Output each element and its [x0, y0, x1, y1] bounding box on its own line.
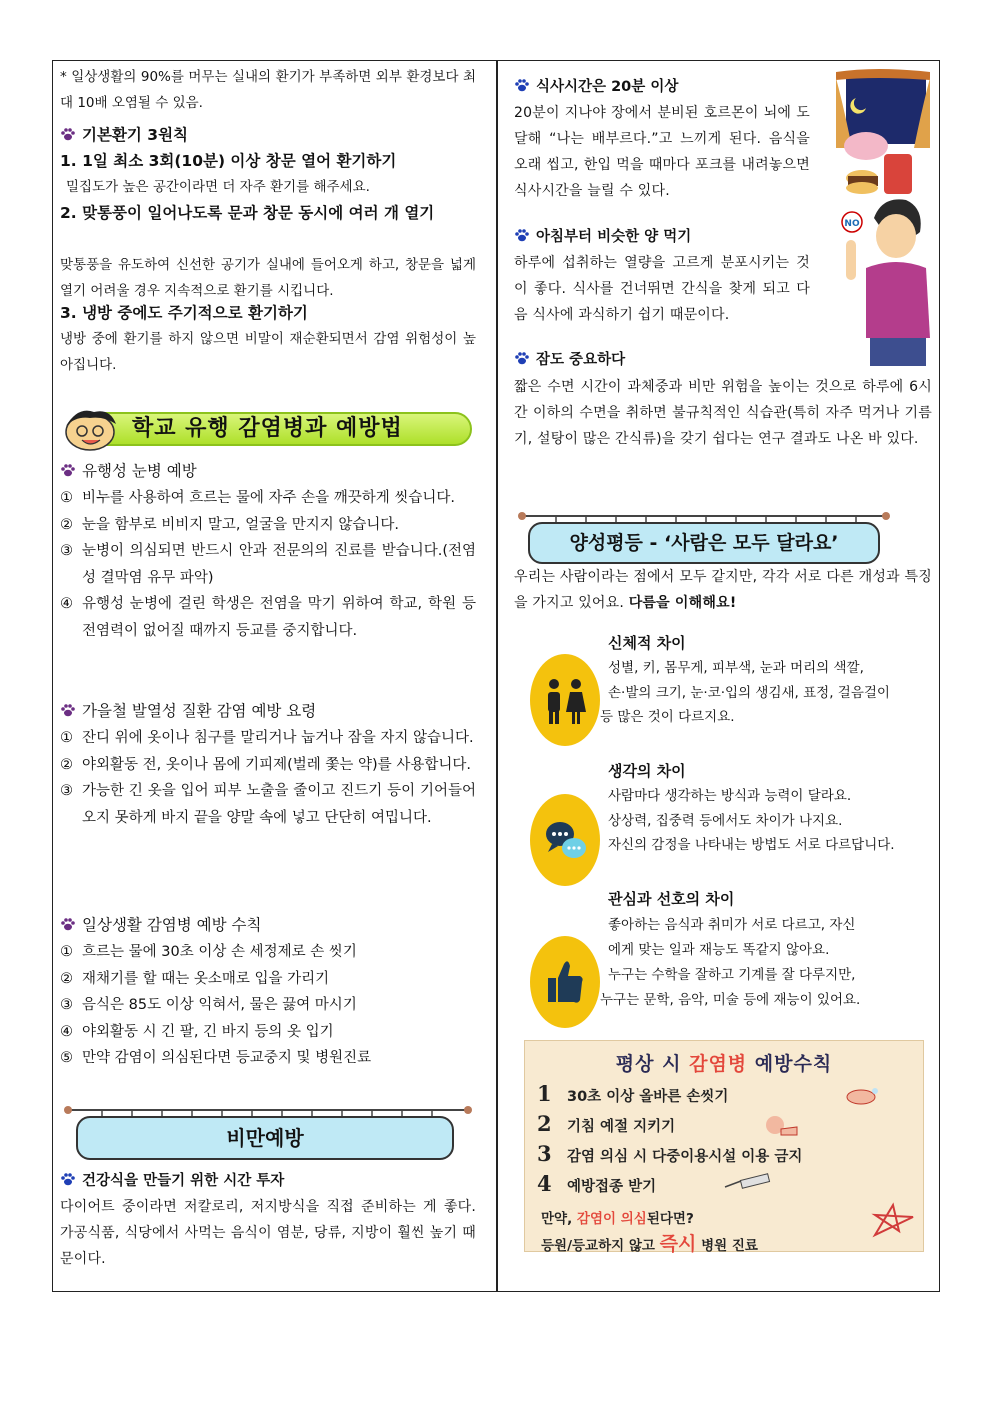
item-text: 음식은 85도 이상 익혀서, 물은 끓여 마시기 [82, 997, 357, 1013]
item-number: ⑤ [60, 1050, 73, 1066]
vent-item-2-title: 2. 맞통풍이 일어나도록 문과 창문 동시에 여러 개 열기 [60, 204, 435, 222]
rule-number: 2 [537, 1111, 552, 1136]
invest-heading-text: 건강식을 만들기 위한 시간 투자 [82, 1173, 285, 1189]
paw-icon [60, 703, 76, 717]
list-item [60, 591, 476, 644]
gender-intro [514, 564, 932, 616]
breakfast-text: 하루에 섭취하는 열량을 고르게 분포시키는 것이 좋다. 식사를 건너뛰면 간식을 찾게 되고 다음 식사에 과식하기 쉽기 때문이다. [514, 255, 810, 323]
item-text: 야외활동 전, 옷이나 몸에 기피제(벌레 쫓는 약)를 사용합니다. [82, 756, 471, 773]
vent-item-3-desc: 냉방 중에 환기를 하지 않으면 비말이 재순환되면서 감염 위험성이 높아집니다. [60, 331, 476, 373]
paw-icon [60, 917, 76, 931]
school-disease-banner [60, 406, 472, 450]
fever-heading-text: 가을철 발열성 질환 감염 예방 요령 [82, 702, 317, 720]
no-label: NO [844, 219, 860, 229]
rule-text: 예방접종 받기 [567, 1179, 657, 1195]
item-text: 만약 감염이 의심된다면 등교중지 및 병원진료 [82, 1050, 372, 1066]
list-item [60, 538, 476, 591]
poster-title-b: 예방수칙 [754, 1053, 833, 1075]
poster-rule [537, 1111, 675, 1136]
eye-heading [60, 458, 476, 484]
thinking-diff-lines [608, 784, 934, 858]
daily-heading-text: 일상생활 감염병 예방 수칙 [82, 916, 262, 934]
poster-title-red: 감염병 [689, 1053, 748, 1075]
fever-heading [60, 698, 476, 724]
vent-item-1-desc: 밀집도가 높은 공간이라면 더 자주 환기를 해주세요. [66, 179, 370, 195]
item-number: ② [60, 970, 73, 987]
rule-text: 30초 이상 올바른 손씻기 [567, 1089, 729, 1105]
ventilation-heading-text: 기본환기 3원칙 [82, 126, 189, 144]
list-item [60, 966, 476, 993]
poster-rule [537, 1081, 728, 1106]
item-text: 재채기를 할 때는 옷소매로 입을 가리기 [82, 970, 330, 987]
foot-a: 만약, [541, 1211, 573, 1227]
ventilation-heading [60, 122, 476, 148]
item-number: ③ [60, 543, 73, 559]
item-number: ① [60, 730, 73, 746]
diff-line: 상상력, 집중력 등에서도 차이가 나지요. [608, 812, 843, 829]
foot2-b: 병원 진료 [701, 1238, 758, 1254]
foot2-big: 즉시 [659, 1233, 697, 1255]
paw-icon [514, 351, 530, 365]
item-number: ② [60, 516, 73, 533]
gender-banner-title: 양성평등 - ‘사람은 모두 달라요’ [528, 522, 880, 564]
column-divider [496, 60, 498, 1292]
eye-list [60, 485, 476, 644]
item-number: ④ [60, 1023, 73, 1040]
thumbs-up-icon [530, 936, 600, 1028]
list-item [60, 485, 476, 512]
sleep-heading [514, 347, 934, 373]
item-number: ② [60, 756, 73, 773]
daily-list [60, 939, 476, 1072]
school-banner-title: 학교 유행 감염병과 예방법 [132, 416, 403, 441]
diff-line: 에게 맞는 일과 재능도 똑같지 않아요. [608, 942, 830, 958]
foot2-a: 등원/등교하지 않고 [541, 1238, 655, 1254]
paw-icon [60, 463, 76, 477]
poster-foot-action [541, 1229, 758, 1256]
rule-text: 감염 의심 시 다중이용시설 이용 금지 [567, 1149, 803, 1165]
diff-line: 등 많은 것이 다르지요. [600, 709, 735, 725]
kid-face-icon [60, 406, 126, 452]
list-item [60, 725, 476, 752]
paw-icon [60, 1172, 76, 1186]
diff-line: 누구는 수학을 잘하고 기계를 잘 다루지만, [608, 967, 856, 983]
poster-foot-question [541, 1207, 694, 1227]
thumbs-icon-circle [530, 936, 600, 1028]
rule-number: 1 [537, 1081, 552, 1106]
people-icon-circle [530, 654, 600, 746]
list-item [60, 752, 476, 779]
item-text: 야외활동 시 긴 팔, 긴 바지 등의 옷 입기 [82, 1023, 334, 1040]
diff-line: 누구는 문학, 음악, 미술 등에 재능이 있어요. [600, 992, 861, 1008]
breakfast-heading-text: 아침부터 비슷한 양 먹기 [536, 229, 692, 245]
eye-heading-text: 유행성 눈병 예방 [82, 462, 197, 480]
paw-icon [60, 127, 76, 141]
rule-number: 4 [537, 1171, 552, 1196]
obesity-banner-title: 비만예방 [76, 1116, 454, 1160]
list-item [60, 992, 476, 1019]
physical-diff-title: 신체적 차이 [608, 634, 686, 652]
syringe-icon [721, 1173, 781, 1191]
foot-b: 된다면? [646, 1211, 694, 1227]
obesity-banner [62, 1104, 474, 1160]
item-number: ④ [60, 596, 73, 612]
diff-line: 사람마다 생각하는 방식과 능력이 달라요. [608, 788, 852, 804]
people-icon [530, 654, 600, 746]
daily-heading [60, 912, 476, 938]
diff-line: 성별, 키, 몸무게, 피부색, 눈과 머리의 색깔, [608, 660, 864, 676]
hand-wash-icon [841, 1085, 881, 1107]
gender-intro-bold: 다름을 이해해요! [628, 595, 737, 611]
list-item [60, 1019, 476, 1046]
list-item [60, 939, 476, 966]
item-number: ③ [60, 997, 73, 1013]
item-text: 눈병이 의심되면 반드시 안과 전문의의 진료를 받습니다.(전염성 결막염 유무 파악) [82, 543, 476, 586]
diff-line: 자신의 감정을 나타내는 방법도 서로 다르답니다. [608, 837, 895, 853]
item-number: ③ [60, 783, 73, 799]
item-text: 눈을 함부로 비비지 말고, 얼굴을 만지지 않습니다. [82, 516, 400, 533]
list-item [60, 512, 476, 539]
meal-text: 20분이 지나야 장에서 분비된 호르몬이 뇌에 도달해 “나는 배부르다.”고 느끼게 된다. 음식을 오래 씹고, 한입 먹을 때마다 포크를 내려놓으면 식사시간을 늘릴 수 있다. [514, 105, 810, 199]
meal-heading-text: 식사시간은 20분 이상 [536, 79, 679, 95]
poster-rule [537, 1171, 656, 1196]
thinking-diff-title: 생각의 차이 [608, 762, 686, 780]
chat-icon-circle [530, 794, 600, 886]
poster-title [525, 1049, 923, 1076]
star-doodle-icon [871, 1201, 917, 1241]
interest-diff-title: 관심과 선호의 차이 [608, 890, 735, 908]
poster-rule [537, 1141, 802, 1166]
item-text: 잔디 위에 옷이나 침구를 말리거나 눕거나 잠을 자지 않습니다. [82, 730, 474, 746]
item-text: 가능한 긴 옷을 입어 피부 노출을 줄이고 진드기 등이 기어들어 오지 못하게 바지 끝을 양말 속에 넣고 단단히 여밉니다. [82, 783, 476, 826]
paw-icon [514, 228, 530, 242]
rule-text: 기침 예절 지키기 [567, 1119, 676, 1135]
foot-red: 감염이 의심 [576, 1211, 647, 1227]
sleep-heading-text: 잠도 중요하다 [536, 352, 626, 368]
food-boy-illustration [826, 68, 936, 368]
item-text: 유행성 눈병에 걸린 학생은 전염을 막기 위하여 학교, 학원 등 전염력이 없어질 때까지 등교를 중지합니다. [82, 596, 476, 639]
interest-diff-lines [600, 913, 934, 1013]
infection-prevention-poster [524, 1040, 924, 1255]
chat-bubbles-icon [530, 794, 600, 886]
item-text: 흐르는 물에 30초 이상 손 세정제로 손 씻기 [82, 944, 357, 960]
rule-number: 3 [537, 1141, 552, 1166]
item-number: ① [60, 944, 73, 960]
vent-item-3-title: 3. 냉방 중에도 주기적으로 환기하기 [60, 304, 308, 322]
poster-title-a: 평상 시 [615, 1053, 682, 1075]
vent-item-2-desc: 맞통풍을 유도하여 신선한 공기가 실내에 들어오게 하고, 창문을 넓게 열기 어려울 경우 지속적으로 환기를 시킵니다. [60, 257, 476, 299]
ventilation-note: * 일상생활의 90%를 머무는 실내의 환기가 부족하면 외부 환경보다 최대 10배 오염될 수 있음. [60, 69, 476, 111]
diff-line: 좋아하는 음식과 취미가 서로 다르고, 자신 [608, 917, 856, 933]
invest-heading [60, 1168, 476, 1194]
physical-diff-lines [600, 656, 934, 730]
invest-text: 다이어트 중이라면 저칼로리, 저지방식을 직접 준비하는 게 좋다. 가공식품, 식당에서 사먹는 음식이 염분, 당류, 지방이 훨씬 높기 때문이다. [60, 1199, 476, 1267]
list-item [60, 1045, 476, 1072]
gender-banner [516, 510, 892, 566]
diff-line: 손·발의 크기, 눈·코·입의 생김새, 표정, 걸음걸이 [608, 684, 890, 701]
vent-item-1-title: 1. 1일 최소 3회(10분) 이상 창문 열어 환기하기 [60, 152, 397, 170]
fever-list [60, 725, 476, 831]
gender-intro-text: 우리는 사람이라는 점에서 모두 같지만, 각각 서로 다른 개성과 특징을 가지고 있어요. [514, 569, 932, 611]
cough-icon [761, 1113, 801, 1139]
sleep-text: 짧은 수면 시간이 과체중과 비만 위험을 높이는 것으로 하루에 6시간 이하의 수면을 취하면 불규칙적인 식습관(특히 자주 먹거나 기름기, 설탕이 많은 간식류)을 갖기 쉽다는 연구 결과도 나온 바 있다. [514, 379, 932, 447]
item-text: 비누를 사용하여 흐르는 물에 자주 손을 깨끗하게 씻습니다. [82, 490, 456, 506]
item-number: ① [60, 490, 73, 506]
paw-icon [514, 78, 530, 92]
list-item [60, 778, 476, 831]
